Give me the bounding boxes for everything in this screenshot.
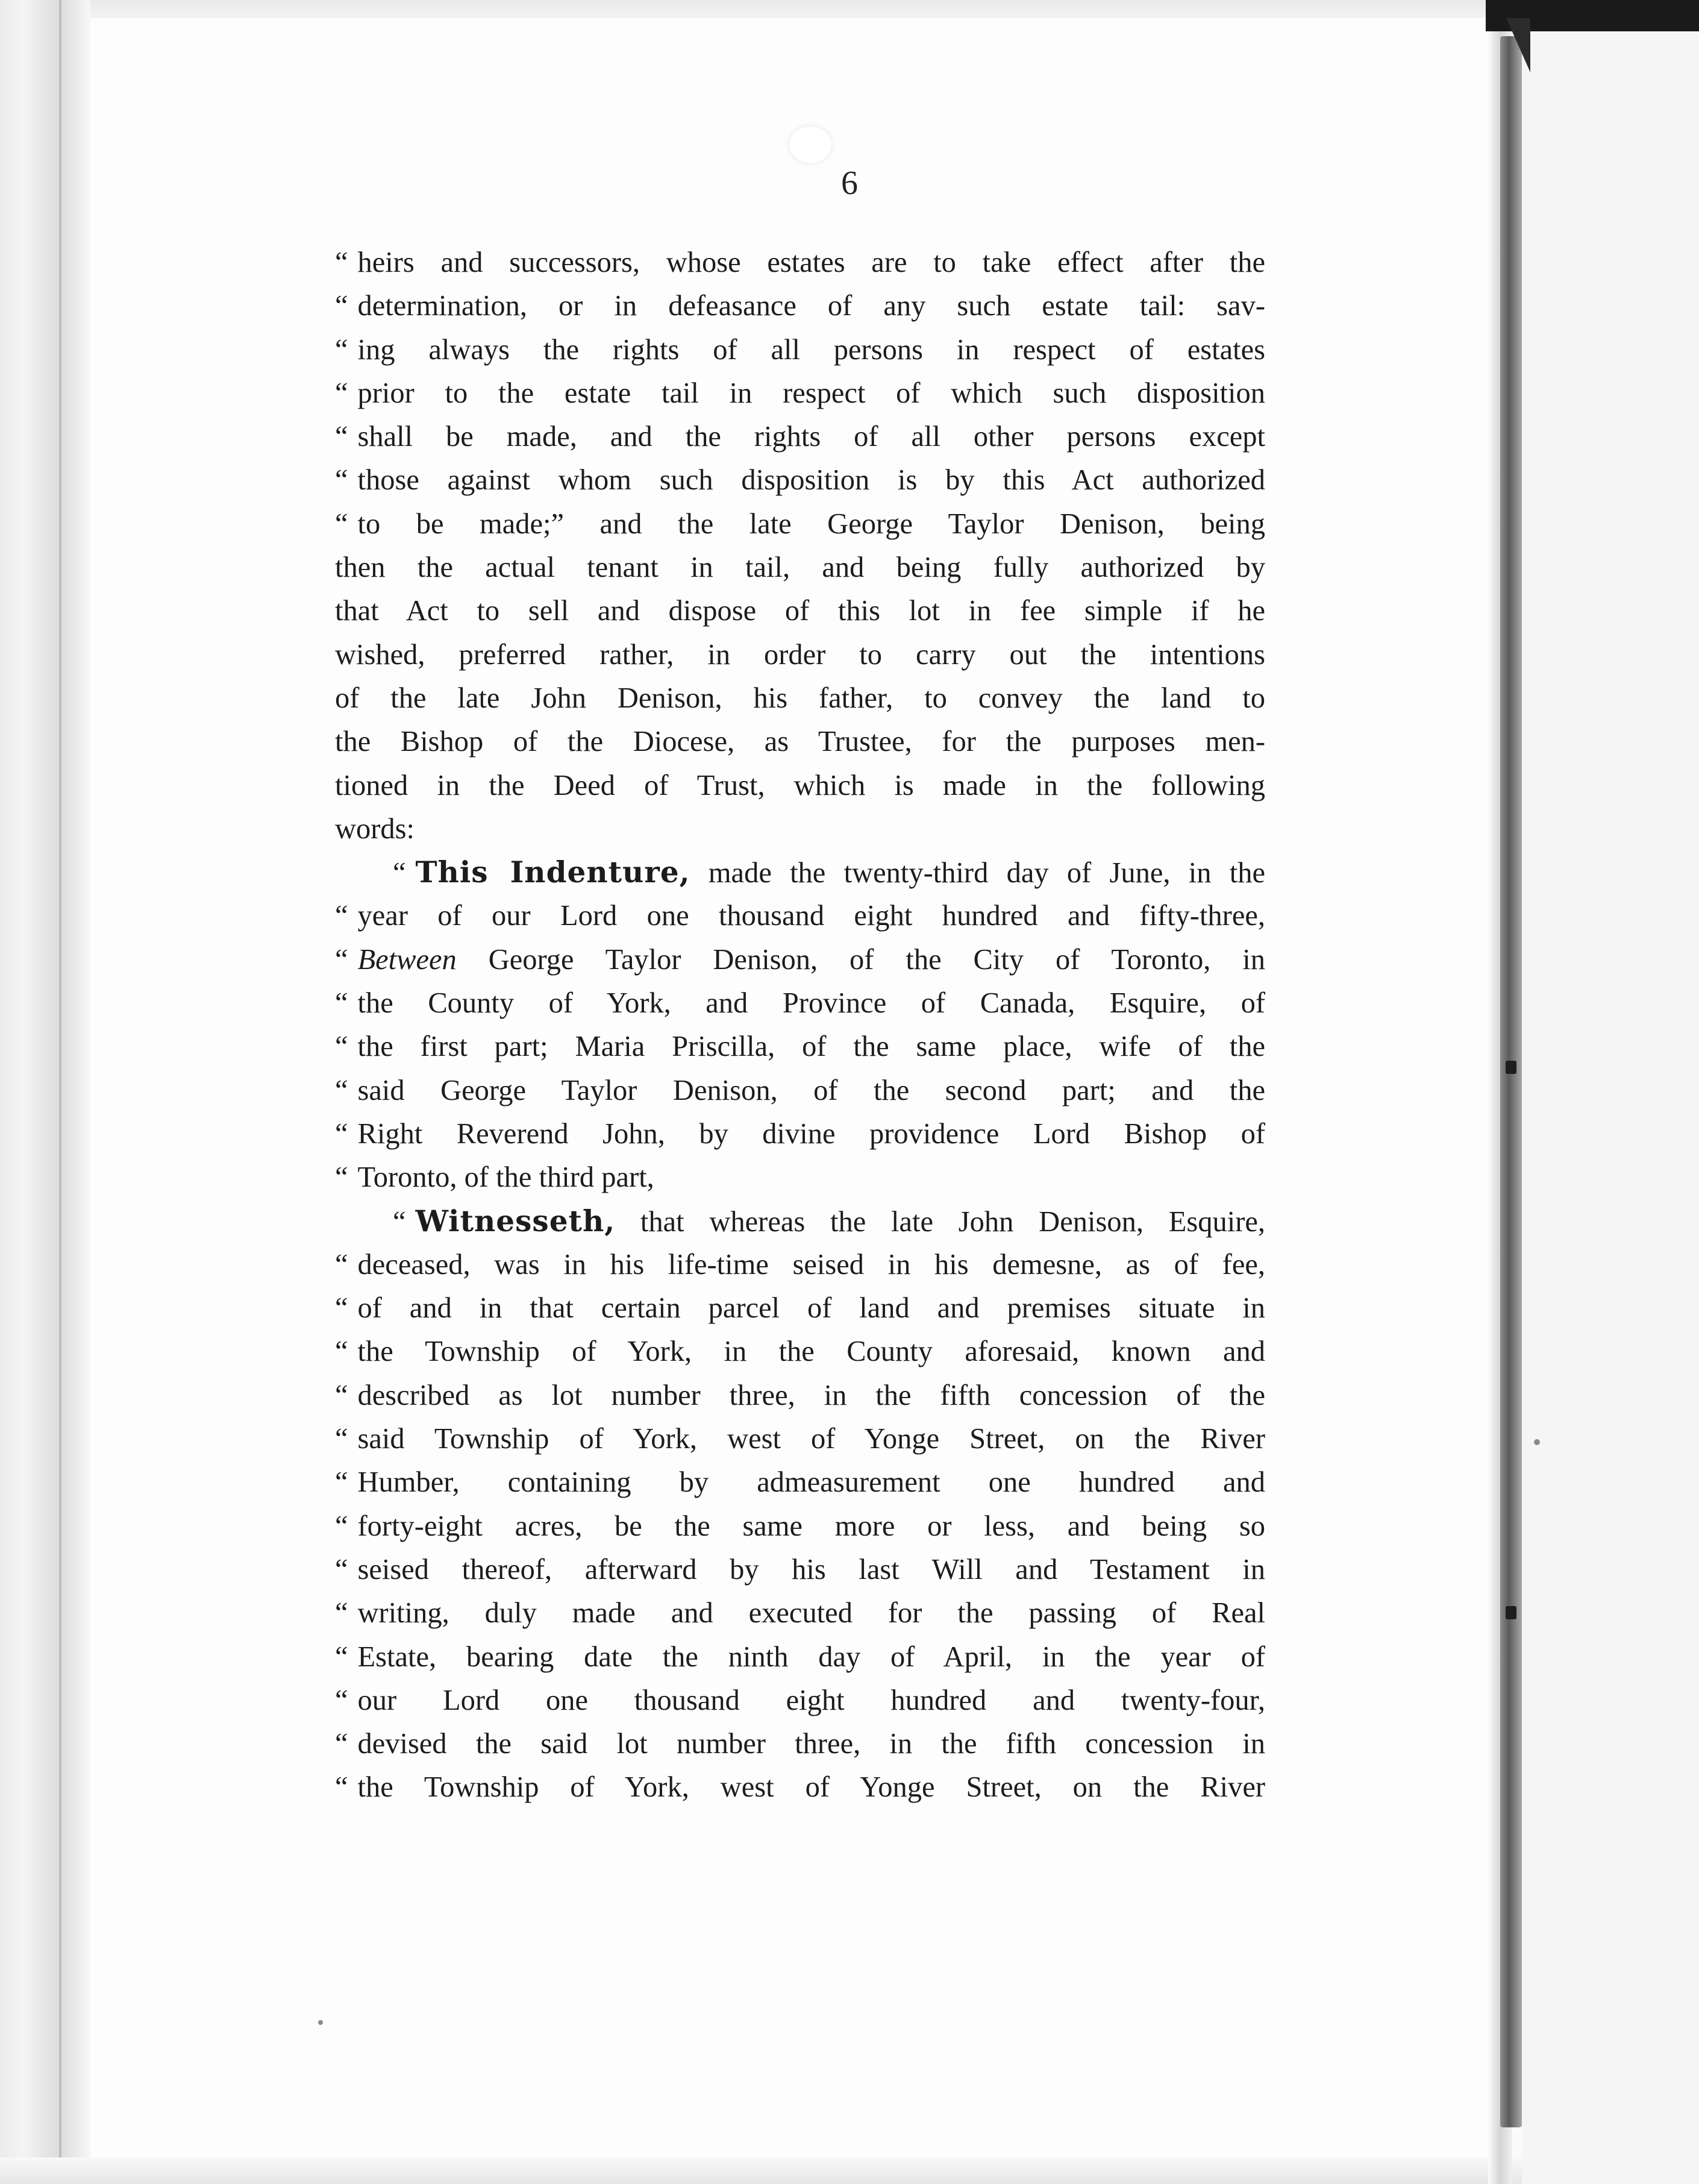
text-line	[335, 1679, 1265, 1722]
emphasized-lead-word: This Indenture,	[415, 855, 690, 890]
line-text: deceased, was in his life-time seised in his demesne, as of fee,	[357, 1248, 1265, 1281]
line-text: of the late John Denison, his father, to convey the land to	[335, 682, 1265, 714]
left-scan-edge	[0, 0, 90, 2184]
text-line	[335, 1243, 1265, 1287]
line-text: heirs and successors, whose estates are to take effect after the	[357, 246, 1265, 278]
line-text: forty-eight acres, be the same more or less, and being so	[357, 1510, 1265, 1542]
page-number: 6	[841, 165, 858, 202]
text-line	[335, 1766, 1265, 1809]
line-text: words:	[335, 812, 415, 845]
opening-quote: “	[335, 1031, 348, 1063]
text-line	[335, 1287, 1265, 1330]
bottom-scan-edge	[0, 2157, 1699, 2184]
text-line	[335, 546, 1265, 589]
line-text: wished, preferred rather, in order to carry out the intentions	[335, 638, 1265, 671]
line-text: then the actual tenant in tail, and being fully authorized by	[335, 551, 1265, 584]
opening-quote: “	[335, 1728, 348, 1760]
opening-quote: “	[393, 1205, 406, 1238]
text-line	[335, 894, 1265, 938]
line-text: Toronto, of the third part,	[357, 1161, 654, 1194]
text-line	[335, 982, 1265, 1025]
opening-quote: “	[335, 377, 348, 409]
line-text: writing, duly made and executed for the passing of Real	[357, 1597, 1265, 1630]
line-text: the County of York, and Province of Canada, Esquire, of	[357, 987, 1265, 1020]
opening-quote: “	[335, 1771, 348, 1804]
opening-quote: “	[335, 943, 348, 976]
strip-mark	[1506, 1606, 1516, 1619]
text-line	[335, 459, 1265, 502]
right-margin-area	[1522, 0, 1699, 2184]
line-text: made the twenty-third day of June, in the	[708, 857, 1265, 890]
text-line	[335, 503, 1265, 546]
line-text: to be made;” and the late George Taylor Denison, being	[357, 507, 1265, 540]
body-text	[335, 241, 1265, 1810]
opening-quote: “	[335, 464, 348, 497]
text-line	[335, 851, 1265, 894]
text-line	[335, 284, 1265, 328]
text-line	[335, 1112, 1265, 1156]
line-text: seised thereof, afterward by his last Will and Testament in	[357, 1553, 1265, 1586]
opening-quote: “	[335, 1292, 348, 1325]
opening-quote: “	[393, 857, 406, 890]
line-text: year of our Lord one thousand eight hundred and fifty-three,	[357, 900, 1265, 932]
text-line	[335, 1548, 1265, 1592]
line-text: described as lot number three, in the fifth concession of the	[357, 1379, 1265, 1411]
strip-mark	[1506, 1061, 1516, 1074]
left-binding-line	[59, 0, 61, 2184]
opening-quote: “	[335, 987, 348, 1020]
line-text: the Bishop of the Diocese, as Trustee, for the purposes men-	[335, 726, 1265, 758]
text-line	[335, 808, 1265, 851]
line-text: determination, or in defeasance of any such estate tail: sav-	[357, 290, 1265, 322]
line-text: Humber, containing by admeasurement one hundred and	[357, 1466, 1265, 1499]
opening-quote: “	[335, 1423, 348, 1455]
scan-speck	[1534, 1439, 1540, 1445]
line-text: that Act to sell and dispose of this lot in fee simple if he	[335, 595, 1265, 627]
opening-quote: “	[335, 1684, 348, 1716]
text-line	[335, 1592, 1265, 1635]
line-text: tioned in the Deed of Trust, which is made in the following	[335, 769, 1265, 802]
line-text: of and in that certain parcel of land and premises situate in	[357, 1292, 1265, 1325]
opening-quote: “	[335, 333, 348, 366]
opening-quote: “	[335, 900, 348, 932]
opening-quote: “	[335, 1640, 348, 1673]
line-text: the Township of York, in the County aforesaid, known and	[357, 1335, 1265, 1368]
text-line	[335, 938, 1265, 982]
text-line	[335, 1069, 1265, 1112]
line-text: Estate, bearing date the ninth day of April, in the year of	[357, 1640, 1265, 1673]
opening-quote: “	[335, 1335, 348, 1368]
opening-quote: “	[335, 1597, 348, 1630]
opening-quote: “	[335, 1466, 348, 1499]
text-line	[335, 589, 1265, 633]
text-line	[335, 1025, 1265, 1068]
line-text: our Lord one thousand eight hundred and twenty-four,	[357, 1684, 1265, 1716]
text-line	[335, 1156, 1265, 1199]
opening-quote: “	[335, 1248, 348, 1281]
opening-quote: “	[335, 1553, 348, 1586]
line-text: Right Reverend John, by divine providence Lord Bishop of	[357, 1117, 1265, 1150]
text-line	[335, 1461, 1265, 1504]
right-binding-strip	[1500, 36, 1522, 2127]
opening-quote: “	[335, 507, 348, 540]
paper-blot	[789, 127, 831, 163]
line-text: those against whom such disposition is by this Act authorized	[357, 464, 1265, 497]
emphasized-lead-word: Between	[357, 943, 457, 976]
line-text: George Taylor Denison, of the City of Toronto, in	[488, 943, 1265, 976]
opening-quote: “	[335, 1510, 348, 1542]
opening-quote: “	[335, 1379, 348, 1411]
emphasized-lead-word: Witnesseth,	[415, 1203, 616, 1238]
opening-quote: “	[335, 1074, 348, 1106]
line-text: devised the said lot number three, in the fifth concession in	[357, 1728, 1265, 1760]
opening-quote: “	[335, 290, 348, 322]
text-line	[335, 372, 1265, 415]
text-line	[335, 1200, 1265, 1243]
opening-quote: “	[335, 1117, 348, 1150]
text-line	[335, 328, 1265, 372]
line-text: prior to the estate tail in respect of which such disposition	[357, 377, 1265, 409]
line-text: shall be made, and the rights of all other persons except	[357, 421, 1265, 453]
text-line	[335, 415, 1265, 459]
text-line	[335, 677, 1265, 720]
text-line	[335, 633, 1265, 677]
opening-quote: “	[335, 246, 348, 278]
line-text: ing always the rights of all persons in respect of estates	[357, 333, 1265, 366]
scan-speck	[318, 2020, 323, 2025]
text-line	[335, 1636, 1265, 1679]
opening-quote: “	[335, 421, 348, 453]
text-line	[335, 241, 1265, 284]
opening-quote: “	[335, 1161, 348, 1194]
corner-flap	[1506, 18, 1530, 72]
text-line	[335, 720, 1265, 764]
text-line	[335, 1722, 1265, 1766]
line-text: said George Taylor Denison, of the second part; and the	[357, 1074, 1265, 1106]
text-line	[335, 1374, 1265, 1417]
line-text: that whereas the late John Denison, Esquire,	[640, 1205, 1265, 1238]
text-line	[335, 764, 1265, 808]
line-text: the Township of York, west of Yonge Street, on the River	[357, 1771, 1265, 1804]
text-line	[335, 1505, 1265, 1548]
line-text: said Township of York, west of Yonge Street, on the River	[357, 1423, 1265, 1455]
text-line	[335, 1417, 1265, 1461]
text-line	[335, 1330, 1265, 1373]
line-text: the first part; Maria Priscilla, of the same place, wife of the	[357, 1031, 1265, 1063]
